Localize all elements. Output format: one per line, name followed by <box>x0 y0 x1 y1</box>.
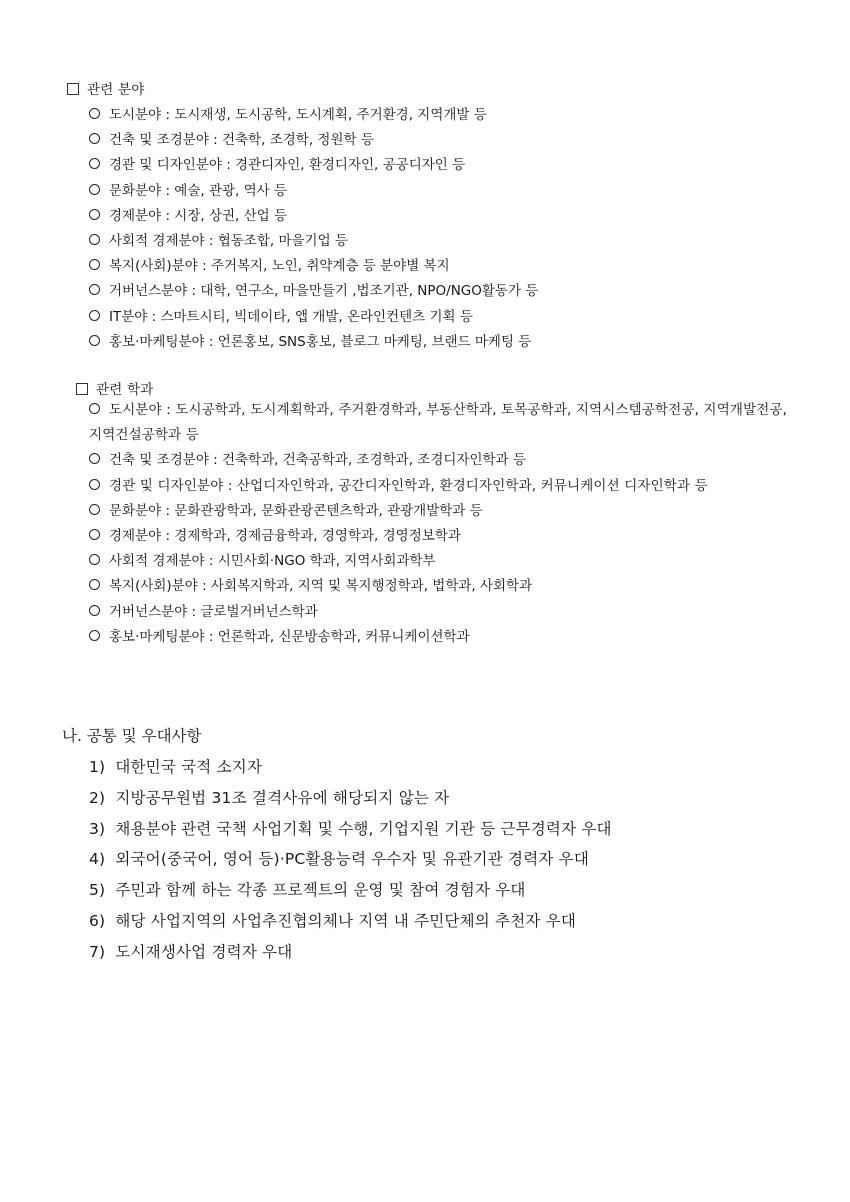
list-item-text: 도시분야 : 도시공학과, 도시계획학과, 주거환경학과, 부동산학과, 토목공학과, 지역시스템공학전공, 지역개발전공, 지역건설공학과 등 <box>89 402 788 444</box>
circle-bullet-icon <box>89 630 100 641</box>
list-item <box>89 398 797 448</box>
list-item-text: 사회적 경제분야 : 시민사회·NGO 학과, 지역사회과학부 <box>109 553 436 570</box>
list-item-text: IT분야 : 스마트시티, 빅데이타, 앱 개발, 온라인컨텐츠 기획 등 <box>109 308 473 325</box>
numbered-item <box>89 783 612 814</box>
item-number: 6) <box>89 911 106 930</box>
list-item <box>89 254 538 279</box>
fields-section-title <box>67 78 144 98</box>
list-item-text: 사회적 경제분야 : 협동조합, 마을기업 등 <box>109 232 348 249</box>
item-number: 3) <box>89 819 106 838</box>
item-text: 도시재생사업 경력자 우대 <box>115 942 293 961</box>
numbered-item <box>89 814 612 845</box>
item-text: 지방공무원법 31조 결격사유에 해당되지 않는 자 <box>115 788 450 807</box>
list-item-text: 복지(사회)분야 : 사회복지학과, 지역 및 복지행정학과, 법학과, 사회학과 <box>109 578 533 595</box>
circle-bullet-icon <box>89 529 100 540</box>
numbered-item <box>89 844 612 875</box>
list-item <box>89 625 797 650</box>
fields-title-text: 관련 분야 <box>87 82 145 98</box>
numbered-item <box>89 875 612 906</box>
list-item-text: 복지(사회)분야 : 주거복지, 노인, 취약계층 등 분야별 복지 <box>109 258 450 275</box>
circle-bullet-icon <box>89 479 100 490</box>
list-item <box>89 600 797 625</box>
list-item-text: 경제분야 : 시장, 상권, 산업 등 <box>109 207 288 224</box>
list-item <box>89 128 538 153</box>
circle-bullet-icon <box>89 184 100 195</box>
list-item <box>89 305 538 330</box>
list-item <box>89 574 797 599</box>
circle-bullet-icon <box>89 579 100 590</box>
circle-bullet-icon <box>89 108 100 119</box>
list-item-text: 문화분야 : 예술, 관광, 역사 등 <box>109 182 288 199</box>
list-item <box>89 499 797 524</box>
circle-bullet-icon <box>89 209 100 220</box>
item-number: 4) <box>89 850 106 869</box>
list-item-text: 건축 및 조경분야 : 건축학, 조경학, 정원학 등 <box>109 132 374 149</box>
numbered-item <box>89 937 612 968</box>
circle-bullet-icon <box>89 234 100 245</box>
list-item-text: 거버넌스분야 : 대학, 연구소, 마을만들기 ,법조기관, NPO/NGO활동가 등 <box>109 283 539 300</box>
checkbox-square-icon <box>67 83 79 95</box>
list-item <box>89 524 797 549</box>
list-item-text: 건축 및 조경분야 : 건축학과, 건축공학과, 조경학과, 조경디자인학과 등 <box>109 452 526 469</box>
circle-bullet-icon <box>89 158 100 169</box>
item-number: 2) <box>89 788 106 807</box>
circle-bullet-icon <box>89 259 100 270</box>
list-item <box>89 448 797 473</box>
departments-list <box>89 398 797 650</box>
departments-title-text: 관련 학과 <box>96 382 154 398</box>
circle-bullet-icon <box>89 605 100 616</box>
item-number: 7) <box>89 942 106 961</box>
list-item <box>89 330 538 355</box>
list-item <box>89 229 538 254</box>
circle-bullet-icon <box>89 284 100 295</box>
item-number: 1) <box>89 758 106 776</box>
fields-list <box>89 103 538 355</box>
list-item <box>89 279 538 304</box>
item-text: 외국어(중국어, 영어 등)·PC활용능력 우수자 및 유관기관 경력자 우대 <box>115 850 590 869</box>
departments-section-title <box>76 378 153 398</box>
list-item-text: 문화분야 : 문화관광학과, 문화관광콘텐츠학과, 관광개발학과 등 <box>109 502 483 519</box>
circle-bullet-icon <box>89 310 100 321</box>
circle-bullet-icon <box>89 453 100 464</box>
common-list <box>89 752 612 968</box>
list-item <box>89 179 538 204</box>
list-item <box>89 204 538 229</box>
list-item-text: 도시분야 : 도시재생, 도시공학, 도시계획, 주거환경, 지역개발 등 <box>109 107 487 123</box>
circle-bullet-icon <box>89 504 100 515</box>
item-text: 채용분야 관련 국책 사업기획 및 수행, 기업지원 기관 등 근무경력자 우대 <box>115 819 612 838</box>
item-number: 5) <box>89 881 106 900</box>
list-item-text: 경제분야 : 경제학과, 경제금융학과, 경영학과, 경영정보학과 <box>109 527 461 544</box>
list-item-text: 홍보·마케팅분야 : 언론홍보, SNS홍보, 블로그 마케팅, 브랜드 마케팅 등 <box>109 333 532 350</box>
common-section-title: 나. 공통 및 우대사항 <box>62 727 202 745</box>
list-item <box>89 153 538 178</box>
list-item-text: 홍보·마케팅분야 : 언론학과, 신문방송학과, 커뮤니케이션학과 <box>109 628 470 645</box>
checkbox-square-icon <box>76 383 88 395</box>
numbered-item <box>89 906 612 937</box>
item-text: 대한민국 국적 소지자 <box>115 758 263 776</box>
list-item-text: 경관 및 디자인분야 : 경관디자인, 환경디자인, 공공디자인 등 <box>109 157 466 174</box>
list-item <box>89 549 797 574</box>
list-item <box>89 103 538 128</box>
numbered-item <box>89 752 612 783</box>
circle-bullet-icon <box>89 554 100 565</box>
item-text: 주민과 함께 하는 각종 프로젝트의 운영 및 참여 경험자 우대 <box>115 881 526 900</box>
list-item-text: 경관 및 디자인분야 : 산업디자인학과, 공간디자인학과, 환경디자인학과, 커뮤니케이션 디자인학과 등 <box>109 477 708 494</box>
list-item <box>89 474 797 499</box>
circle-bullet-icon <box>89 133 100 144</box>
item-text: 해당 사업지역의 사업추진협의체나 지역 내 주민단체의 추천자 우대 <box>115 911 577 930</box>
circle-bullet-icon <box>89 403 100 414</box>
circle-bullet-icon <box>89 335 100 346</box>
list-item-text: 거버넌스분야 : 글로벌거버넌스학과 <box>109 603 318 620</box>
